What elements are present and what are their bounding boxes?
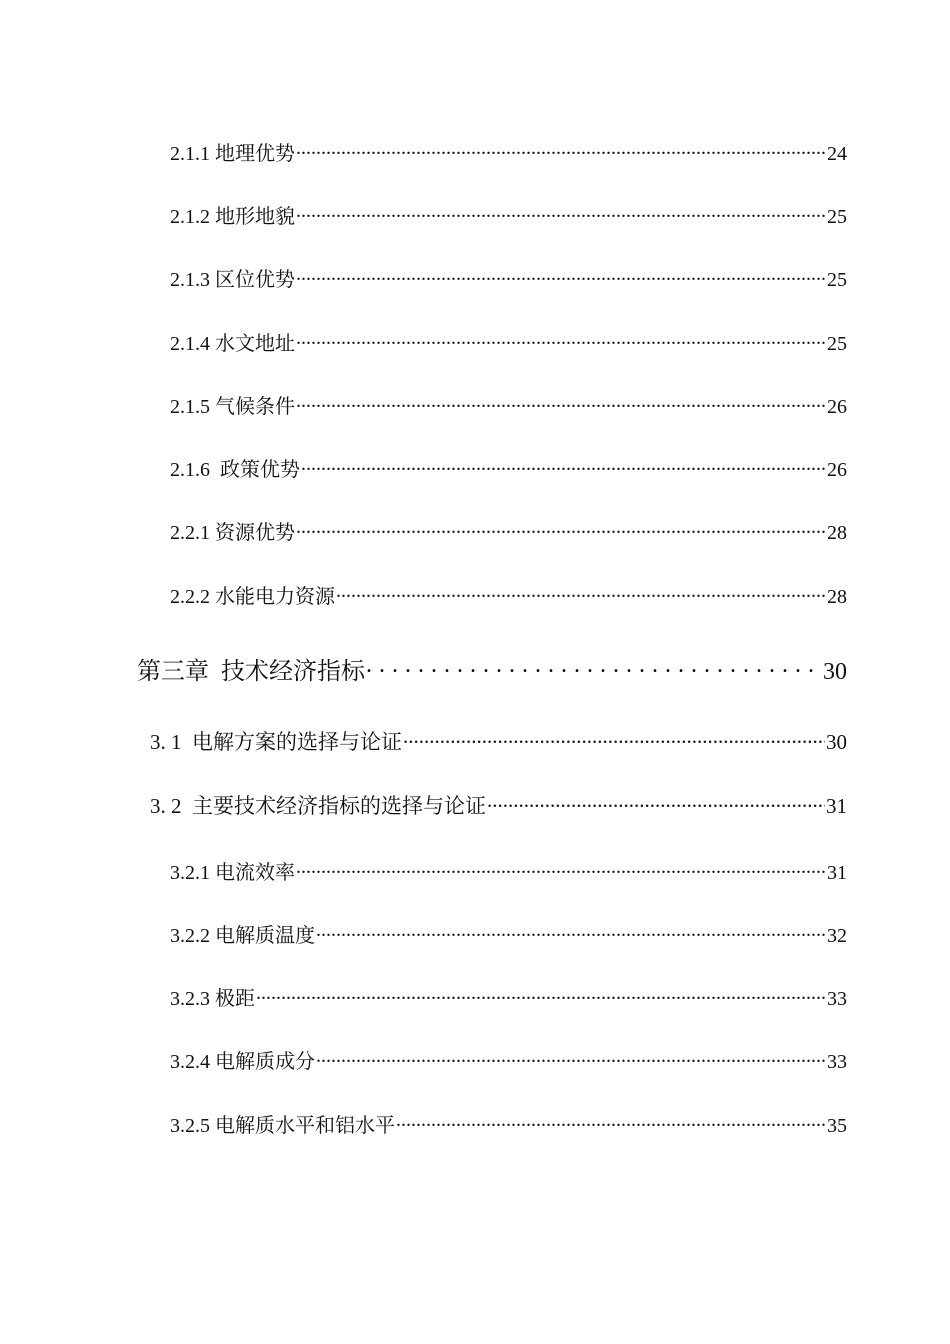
toc-dot-leader bbox=[396, 1112, 826, 1132]
toc-entry-2-2-1[interactable] bbox=[170, 516, 847, 546]
toc-entry-label: 3.2.1 电流效率 bbox=[170, 862, 295, 884]
toc-dot-leader bbox=[316, 1048, 826, 1068]
toc-entry-label: 2.2.1 资源优势 bbox=[170, 522, 295, 544]
toc-entry-2-1-5[interactable] bbox=[170, 390, 847, 420]
toc-chapter-label: 第三章 技术经济指标 bbox=[137, 659, 365, 685]
toc-page-number: 25 bbox=[827, 333, 847, 355]
toc-entry-label: 3.2.2 电解质温度 bbox=[170, 925, 315, 947]
toc-entry-label: 3.2.5 电解质水平和铝水平 bbox=[170, 1115, 395, 1137]
toc-page-number: 33 bbox=[827, 1051, 847, 1073]
toc-entry-label: 2.1.1 地理优势 bbox=[170, 143, 295, 165]
toc-entry-3-2-3[interactable] bbox=[170, 982, 847, 1012]
toc-page-number: 35 bbox=[827, 1115, 847, 1137]
toc-dot-leader bbox=[256, 985, 826, 1005]
toc-dot-leader bbox=[296, 519, 826, 539]
toc-page-number: 30 bbox=[823, 659, 847, 685]
toc-dot-leader bbox=[316, 922, 826, 942]
toc-page-number: 26 bbox=[827, 459, 847, 481]
toc-dot-leader bbox=[296, 393, 826, 413]
toc-entry-2-1-3[interactable] bbox=[170, 263, 847, 293]
toc-dot-leader bbox=[366, 655, 822, 679]
toc-page-number: 31 bbox=[827, 862, 847, 884]
toc-page-number: 28 bbox=[827, 586, 847, 608]
toc-entry-label: 3.2.3 极距 bbox=[170, 988, 255, 1010]
toc-entry-3-2-5[interactable] bbox=[170, 1109, 847, 1139]
toc-page-number: 31 bbox=[826, 794, 847, 818]
toc-page-number: 33 bbox=[827, 988, 847, 1010]
toc-entry-label: 2.1.6 政策优势 bbox=[170, 459, 300, 481]
toc-page-number: 25 bbox=[827, 206, 847, 228]
toc-section-label: 3. 2 主要技术经济指标的选择与论证 bbox=[150, 794, 486, 818]
toc-entry-3-2-2[interactable] bbox=[170, 919, 847, 949]
toc-dot-leader bbox=[296, 330, 826, 350]
toc-section-label: 3. 1 电解方案的选择与论证 bbox=[150, 730, 402, 754]
toc-entry-label: 2.1.2 地形地貌 bbox=[170, 206, 295, 228]
toc-entry-2-1-2[interactable] bbox=[170, 200, 847, 230]
toc-page-number: 26 bbox=[827, 396, 847, 418]
toc-dot-leader bbox=[296, 140, 826, 160]
toc-entry-2-1-1[interactable] bbox=[170, 137, 847, 167]
toc-page-number: 32 bbox=[827, 925, 847, 947]
toc-entry-label: 2.1.4 水文地址 bbox=[170, 333, 295, 355]
toc-entry-label: 3.2.4 电解质成分 bbox=[170, 1051, 315, 1073]
toc-entry-3-2-4[interactable] bbox=[170, 1045, 847, 1075]
toc-entry-2-2-2[interactable] bbox=[170, 580, 847, 610]
toc-page-number: 24 bbox=[827, 143, 847, 165]
toc-dot-leader bbox=[487, 792, 825, 813]
toc-entry-3-2[interactable] bbox=[150, 790, 847, 820]
toc-entry-3-1[interactable] bbox=[150, 726, 847, 756]
toc-page-number: 25 bbox=[827, 269, 847, 291]
toc-entry-label: 2.1.3 区位优势 bbox=[170, 269, 295, 291]
toc-page-number: 30 bbox=[826, 730, 847, 754]
toc-entry-2-1-6[interactable] bbox=[170, 453, 847, 483]
toc-entry-label: 2.1.5 气候条件 bbox=[170, 396, 295, 418]
toc-dot-leader bbox=[301, 456, 826, 476]
toc-page-number: 28 bbox=[827, 522, 847, 544]
toc-dot-leader bbox=[296, 203, 826, 223]
toc-dot-leader bbox=[296, 859, 826, 879]
toc-dot-leader bbox=[296, 266, 826, 286]
toc-dot-leader bbox=[336, 583, 826, 603]
toc-entry-3-2-1[interactable] bbox=[170, 856, 847, 886]
toc-dot-leader bbox=[403, 728, 825, 749]
toc-entry-chapter-3[interactable] bbox=[137, 651, 847, 685]
toc-entry-label: 2.2.2 水能电力资源 bbox=[170, 586, 335, 608]
toc-entry-2-1-4[interactable] bbox=[170, 327, 847, 357]
